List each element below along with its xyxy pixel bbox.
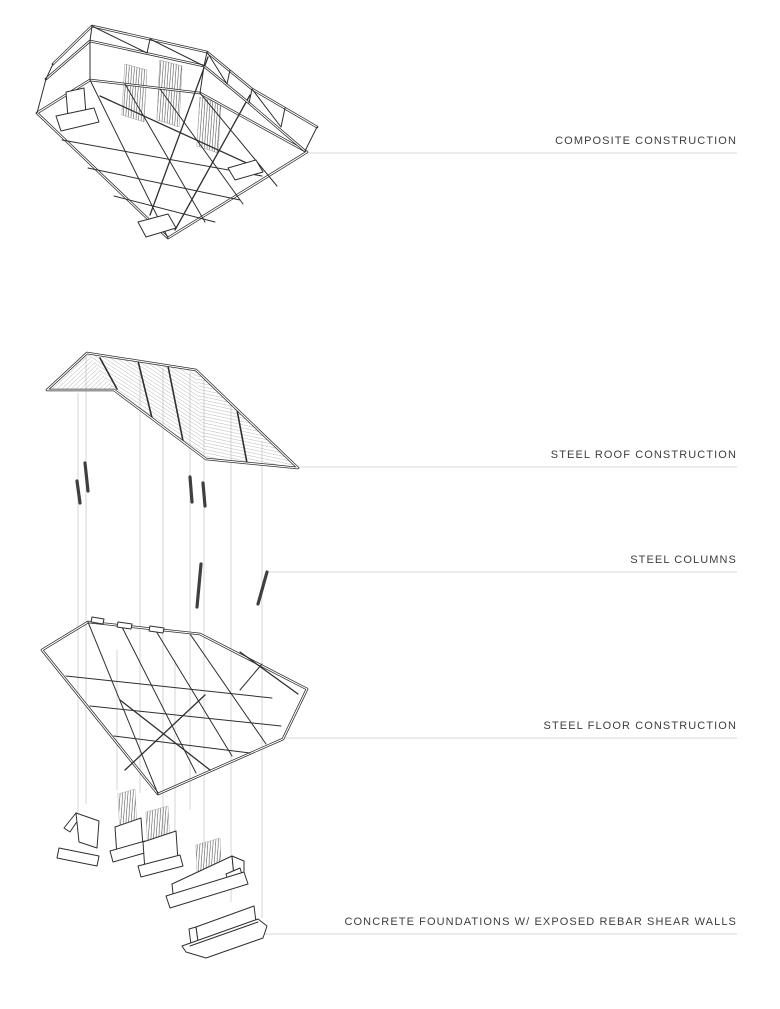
steel-floor-construction-drawing — [42, 617, 307, 794]
composite-construction-drawing — [37, 26, 317, 238]
steel-columns-drawing — [77, 463, 267, 607]
label-concrete-foundations: CONCRETE FOUNDATIONS W/ EXPOSED REBAR SHEAR WALLS — [344, 916, 737, 928]
label-composite-construction: COMPOSITE CONSTRUCTION — [555, 135, 737, 147]
label-steel-roof-construction: STEEL ROOF CONSTRUCTION — [550, 449, 737, 461]
label-steel-columns: STEEL COLUMNS — [630, 554, 737, 566]
concrete-foundations-drawing — [57, 789, 267, 958]
label-steel-floor-construction: STEEL FLOOR CONSTRUCTION — [543, 720, 737, 732]
leader-lines — [262, 153, 737, 934]
steel-roof-construction-drawing — [47, 353, 298, 468]
